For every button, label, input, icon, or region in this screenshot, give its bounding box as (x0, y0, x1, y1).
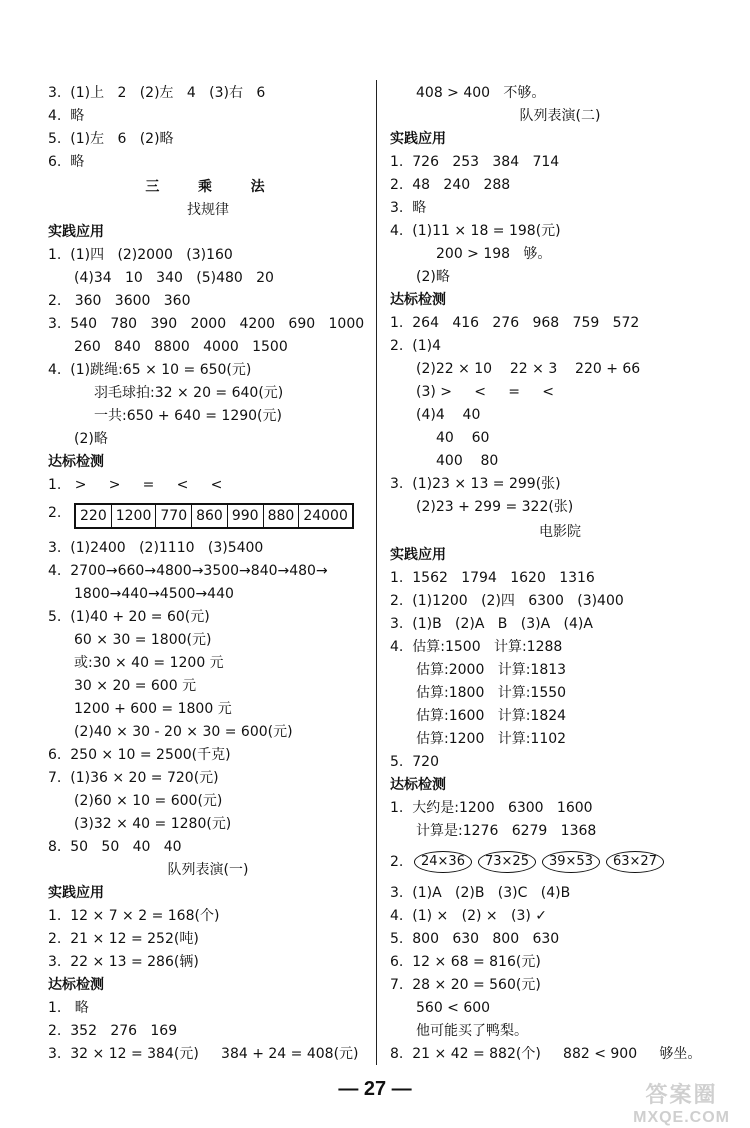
answer-line: 估算:1800 计算:1550 (416, 685, 567, 701)
answer-line: 羽毛球拍:32 × 20 = 640(元) (94, 385, 284, 401)
section-heading: 实践应用 (390, 131, 446, 147)
section-heading: 实践应用 (390, 547, 446, 563)
answer-line: 3. 32 × 12 = 384(元) 384 + 24 = 408(元) (48, 1046, 359, 1062)
answer-line: 4. 略 (48, 108, 85, 124)
answer-line: 6. 250 × 10 = 2500(千克) (48, 747, 231, 763)
answer-line: 200 > 198 够。 (436, 246, 552, 262)
answer-line: 3. (1)A (2)B (3)C (4)B (390, 885, 571, 901)
answer-line: 1. 大约是:1200 6300 1600 (390, 800, 593, 816)
answer-line: 7. (1)36 × 20 = 720(元) (48, 770, 219, 786)
circled-expression: 39×53 (542, 851, 600, 873)
section-heading: 达标检测 (390, 777, 446, 793)
answer-line: 计算是:1276 6279 1368 (416, 823, 597, 839)
page-number: — 27 — (338, 1078, 412, 1100)
answer-line: 1. 726 253 384 714 (390, 154, 560, 170)
answer-line: 1800→440→4500→440 (74, 586, 234, 602)
answer-line: 3. (1)上 2 (2)左 4 (3)右 6 (48, 85, 266, 101)
answer-line: 1. 264 416 276 968 759 572 (390, 315, 640, 331)
section-title: 找规律 (187, 202, 229, 218)
answer-line: 一共:650 + 640 = 1290(元) (94, 408, 282, 424)
answer-line: 408 > 400 不够。 (416, 85, 546, 101)
answer-line: 8. 21 × 42 = 882(个) 882 < 900 够坐。 (390, 1046, 702, 1062)
answer-line: 他可能买了鸭梨。 (416, 1023, 528, 1039)
table-cell: 860 (192, 504, 228, 528)
answer-line: (2)略 (416, 269, 450, 285)
answer-line: 2. (1)1200 (2)四 6300 (3)400 (390, 593, 624, 609)
answer-line: (4)34 10 340 (5)480 20 (74, 270, 274, 286)
answer-line: 5. 800 630 800 630 (390, 931, 560, 947)
circled-expression: 73×25 (478, 851, 536, 873)
section-heading: 达标检测 (390, 292, 446, 308)
section-heading: 达标检测 (48, 454, 104, 470)
watermark-url: MXQE.COM (633, 1109, 730, 1126)
answer-line: 30 × 20 = 600 元 (74, 678, 197, 694)
section-heading: 达标检测 (48, 977, 104, 993)
answer-line: 1200 + 600 = 1800 元 (74, 701, 232, 717)
answer-line: 1. 1562 1794 1620 1316 (390, 570, 595, 586)
answer-line: 3. (1)23 × 13 = 299(张) (390, 476, 561, 492)
answer-line: 估算:1600 计算:1824 (416, 708, 567, 724)
answer-line: 3. (1)B (2)A B (3)A (4)A (390, 616, 593, 632)
answer-line: (2)23 + 299 = 322(张) (416, 499, 574, 515)
table-cell: 880 (263, 504, 299, 528)
watermark-text: 答案圈 (645, 1082, 718, 1107)
answer-line: 3. 540 780 390 2000 4200 690 1000 (48, 316, 365, 332)
answer-table (74, 503, 354, 529)
answer-line: 8. 50 50 40 40 (48, 839, 182, 855)
answer-line: 4. (1)跳绳:65 × 10 = 650(元) (48, 362, 252, 378)
answer-line: 7. 28 × 20 = 560(元) (390, 977, 541, 993)
answer-line: 3. (1)2400 (2)1110 (3)5400 (48, 540, 264, 556)
section-title: 电影院 (539, 524, 581, 540)
answer-line: 5. 720 (390, 754, 439, 770)
answer-line: 3. 22 × 13 = 286(辆) (48, 954, 199, 970)
answer-line: (3)32 × 40 = 1280(元) (74, 816, 232, 832)
table-cell: 220 (75, 504, 111, 528)
answer-line: 2. 21 × 12 = 252(吨) (48, 931, 199, 947)
section-heading: 实践应用 (48, 224, 104, 240)
watermark-logo (633, 1078, 730, 1127)
table-cell: 1200 (111, 504, 156, 528)
answer-line: 5. (1)左 6 (2)略 (48, 131, 174, 147)
answer-line: 2. 48 240 288 (390, 177, 511, 193)
answer-line: 2. 360 3600 360 (48, 293, 191, 309)
circled-expression: 24×36 (414, 851, 472, 873)
answer-line: (2)40 × 30 - 20 × 30 = 600(元) (74, 724, 293, 740)
answer-line: 4. (1) × (2) × (3) ✓ (390, 908, 547, 924)
answer-line: 1. 略 (48, 1000, 89, 1016)
answer-line: 40 60 (436, 430, 490, 446)
answer-line: (2)22 × 10 22 × 3 220 + 66 (416, 361, 641, 377)
answer-line: 60 × 30 = 1800(元) (74, 632, 212, 648)
answer-line: 4. 2700→660→4800→3500→840→480→ (48, 563, 328, 579)
question-number: 2. (48, 505, 62, 521)
table-cell: 990 (227, 504, 263, 528)
answer-line: (4)4 40 (416, 407, 481, 423)
answer-line: 2. (1)4 (390, 338, 441, 354)
question-number: 2. (390, 854, 404, 870)
answer-line: 560 < 600 (416, 1000, 491, 1016)
answer-line: 4. (1)11 × 18 = 198(元) (390, 223, 561, 239)
answer-line: 3. 略 (390, 200, 427, 216)
answer-line: (2)60 × 10 = 600(元) (74, 793, 223, 809)
table-cell: 770 (156, 504, 192, 528)
answer-line: 1. 12 × 7 × 2 = 168(个) (48, 908, 220, 924)
section-title: 队列表演(二) (519, 108, 601, 124)
answer-line: 2. 352 276 169 (48, 1023, 178, 1039)
answer-line: 或:30 × 40 = 1200 元 (74, 655, 224, 671)
section-heading: 实践应用 (48, 885, 104, 901)
answer-line: (3) > < = < (416, 384, 554, 400)
circled-expression: 63×27 (606, 851, 664, 873)
section-title: 队列表演(一) (167, 862, 249, 878)
answer-line: 估算:1200 计算:1102 (416, 731, 567, 747)
answer-line: 1. > > = < < (48, 477, 223, 493)
answer-line: (2)略 (74, 431, 108, 447)
answer-line: 6. 略 (48, 154, 85, 170)
chapter-title: 三 乘 法 (145, 179, 271, 195)
answer-line: 1. (1)四 (2)2000 (3)160 (48, 247, 233, 263)
answer-line: 400 80 (436, 453, 499, 469)
table-cell: 24000 (299, 504, 353, 528)
answer-line: 4. 估算:1500 计算:1288 (390, 639, 563, 655)
column-divider (376, 80, 377, 1065)
answer-line: 260 840 8800 4000 1500 (74, 339, 288, 355)
answer-line: 5. (1)40 + 20 = 60(元) (48, 609, 210, 625)
answer-line: 估算:2000 计算:1813 (416, 662, 567, 678)
answer-line: 6. 12 × 68 = 816(元) (390, 954, 541, 970)
